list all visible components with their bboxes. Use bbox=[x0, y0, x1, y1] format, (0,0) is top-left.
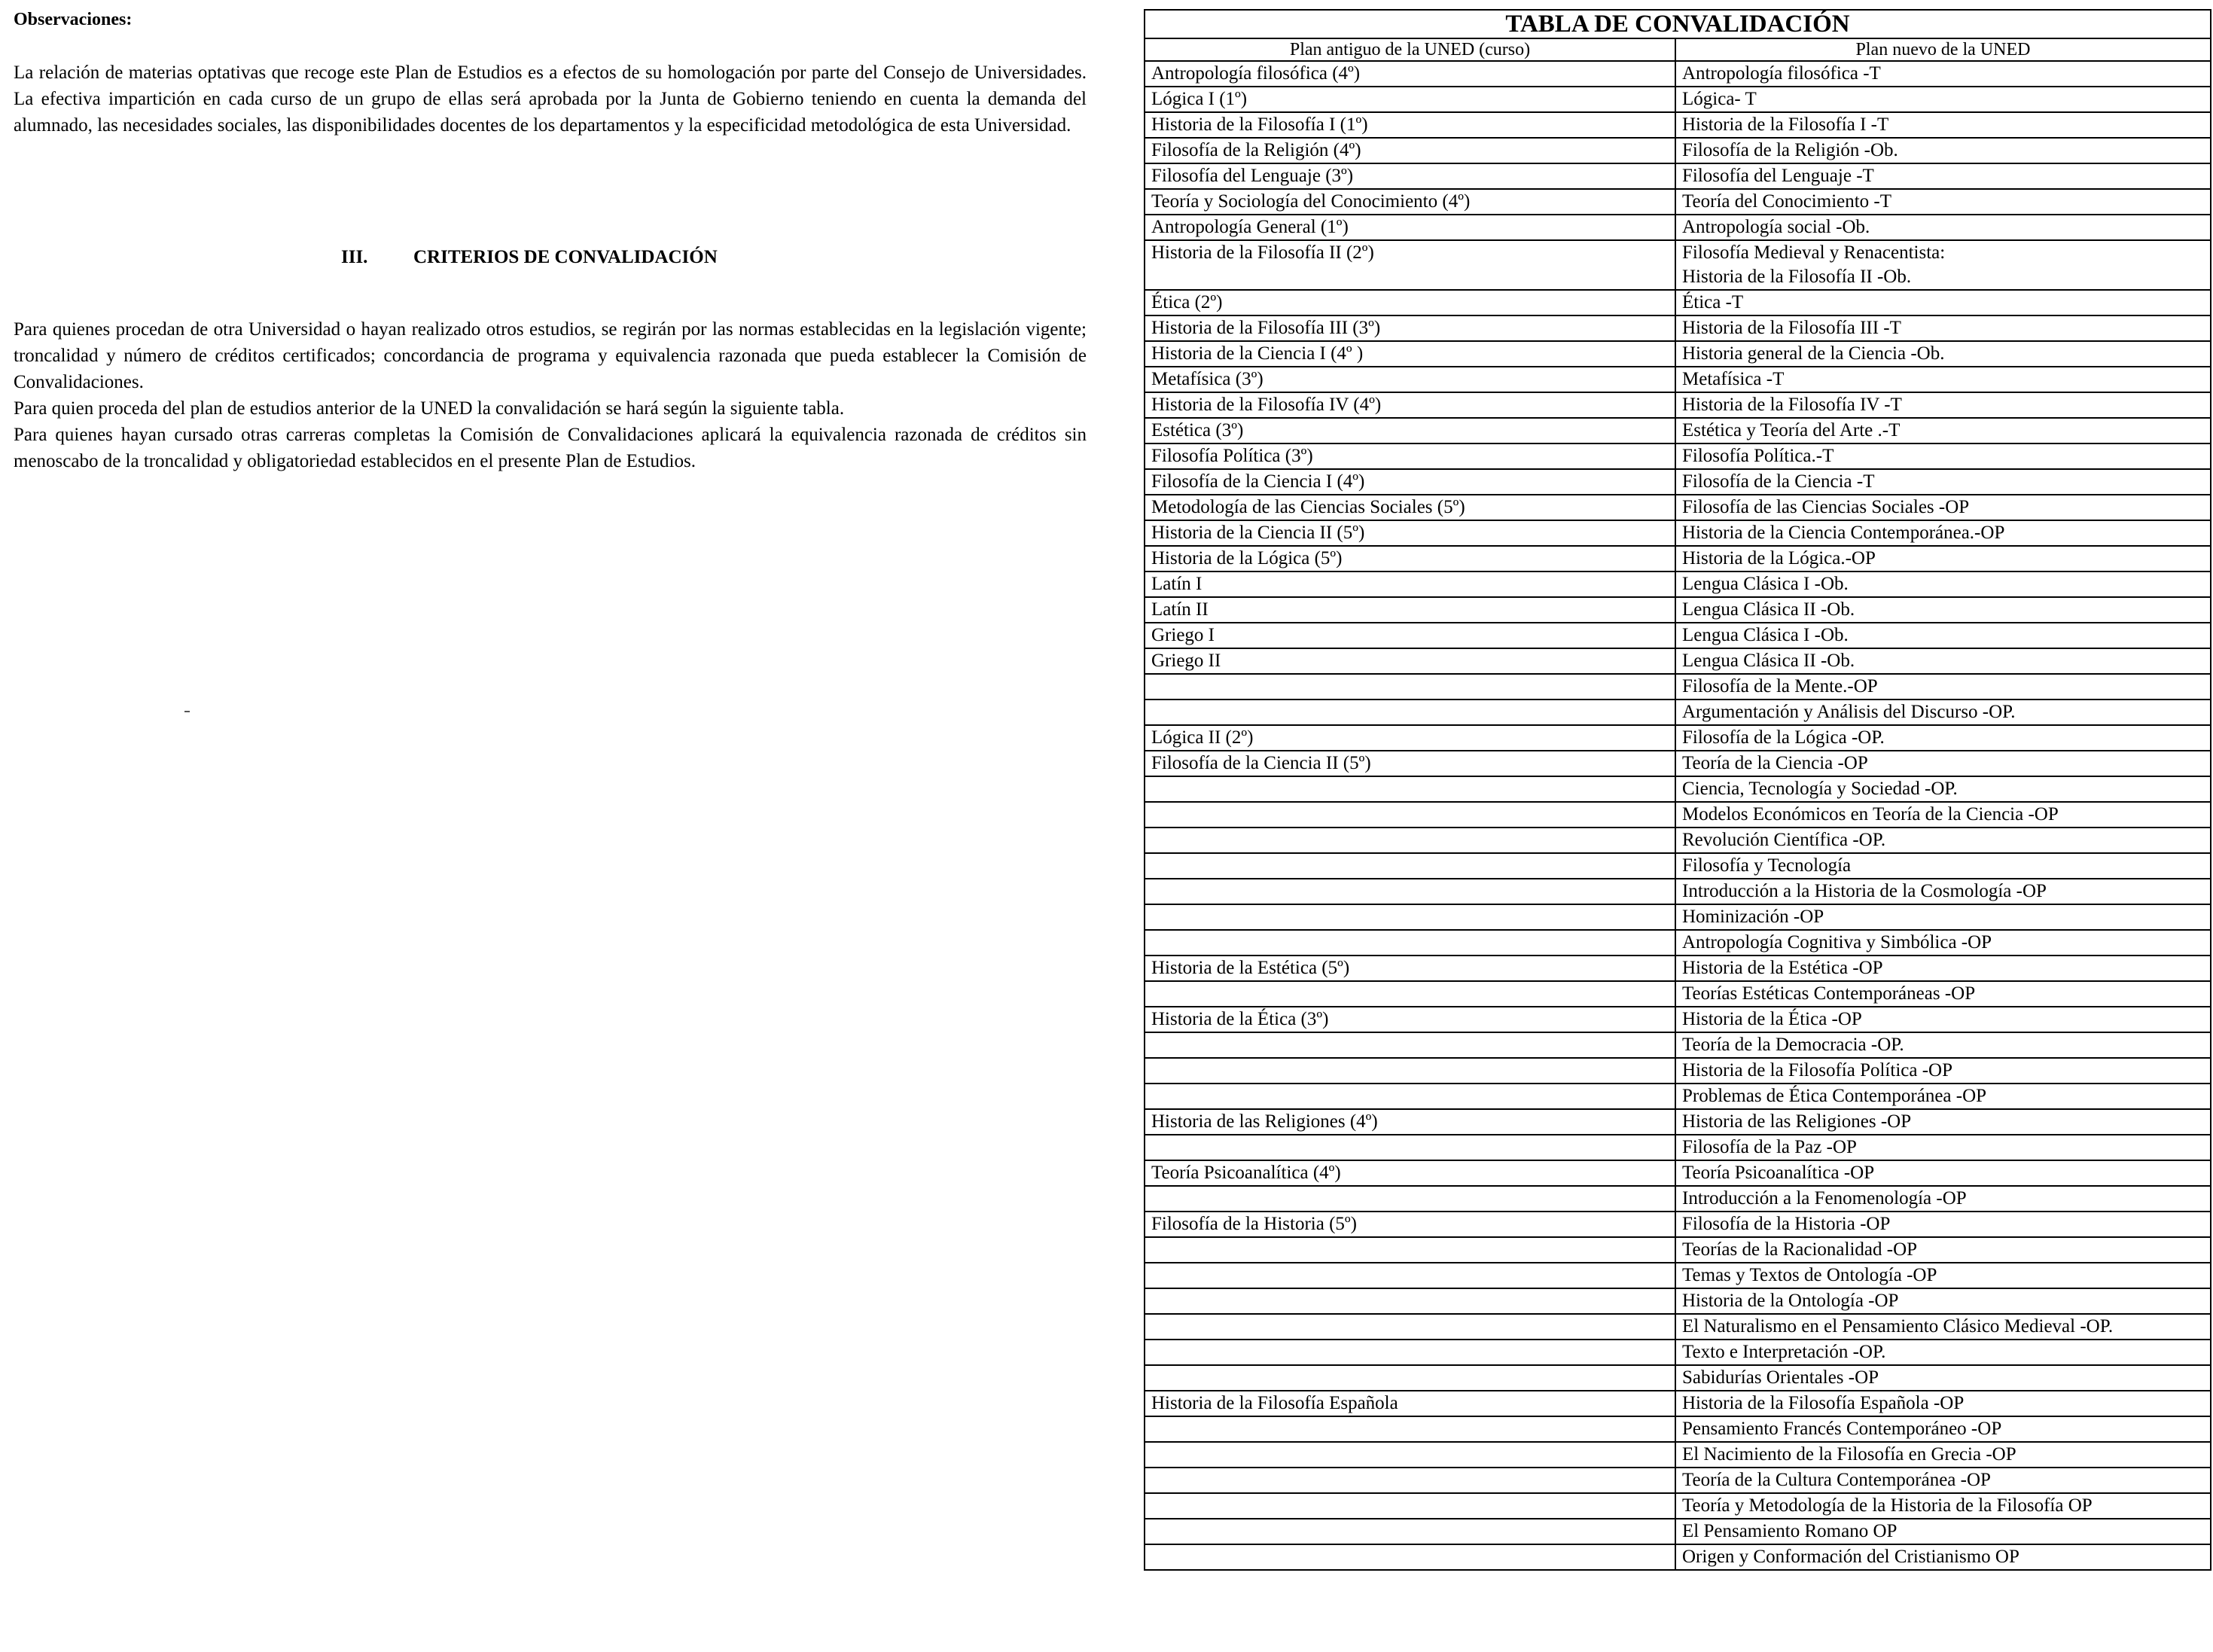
table-row bbox=[1145, 315, 2211, 341]
new-plan-cell: Historia de la Filosofía III -T bbox=[1675, 315, 2211, 341]
new-plan-cell: Lengua Clásica II -Ob. bbox=[1675, 648, 2211, 674]
new-plan-cell: El Nacimiento de la Filosofía en Grecia -OP bbox=[1675, 1442, 2211, 1468]
old-plan-cell bbox=[1145, 828, 1675, 853]
table-row bbox=[1145, 700, 2211, 725]
old-plan-cell: Historia de la Filosofía I (1º) bbox=[1145, 112, 1675, 138]
table-row bbox=[1145, 956, 2211, 981]
new-plan-cell: Teoría de la Ciencia -OP bbox=[1675, 751, 2211, 776]
table-row bbox=[1145, 1442, 2211, 1468]
new-plan-cell: Ciencia, Tecnología y Sociedad -OP. bbox=[1675, 776, 2211, 802]
old-plan-cell: Lógica II (2º) bbox=[1145, 725, 1675, 751]
new-plan-cell: Antropología social -Ob. bbox=[1675, 215, 2211, 240]
old-plan-cell: Griego II bbox=[1145, 648, 1675, 674]
old-plan-cell bbox=[1145, 1493, 1675, 1519]
table-row bbox=[1145, 1109, 2211, 1135]
old-plan-cell: Historia de la Ética (3º) bbox=[1145, 1007, 1675, 1032]
table-row bbox=[1145, 725, 2211, 751]
old-plan-cell: Latín I bbox=[1145, 571, 1675, 597]
new-plan-cell: Problemas de Ética Contemporánea -OP bbox=[1675, 1084, 2211, 1109]
new-plan-cell: Teoría de la Democracia -OP. bbox=[1675, 1032, 2211, 1058]
old-plan-cell: Historia de la Ciencia II (5º) bbox=[1145, 520, 1675, 546]
new-plan-cell: Hominización -OP bbox=[1675, 904, 2211, 930]
table-row bbox=[1145, 1468, 2211, 1493]
new-plan-cell: Filosofía de la Historia -OP bbox=[1675, 1212, 2211, 1237]
column-header-old-plan: Plan antiguo de la UNED (curso) bbox=[1145, 38, 1675, 61]
old-plan-cell: Historia de la Estética (5º) bbox=[1145, 956, 1675, 981]
old-plan-cell bbox=[1145, 1186, 1675, 1212]
table-row bbox=[1145, 163, 2211, 189]
new-plan-cell: Filosofía de la Mente.-OP bbox=[1675, 674, 2211, 700]
old-plan-cell bbox=[1145, 879, 1675, 904]
table-row bbox=[1145, 981, 2211, 1007]
old-plan-cell: Filosofía de la Ciencia II (5º) bbox=[1145, 751, 1675, 776]
new-plan-cell: Historia de la Filosofía Política -OP bbox=[1675, 1058, 2211, 1084]
new-plan-cell: Estética y Teoría del Arte .-T bbox=[1675, 418, 2211, 443]
table-row bbox=[1145, 1212, 2211, 1237]
table-row bbox=[1145, 61, 2211, 87]
new-plan-cell: Pensamiento Francés Contemporáneo -OP bbox=[1675, 1416, 2211, 1442]
new-plan-cell: El Naturalismo en el Pensamiento Clásico Medieval -OP. bbox=[1675, 1314, 2211, 1340]
new-plan-cell: Antropología Cognitiva y Simbólica -OP bbox=[1675, 930, 2211, 956]
old-plan-cell: Antropología filosófica (4º) bbox=[1145, 61, 1675, 87]
table-row bbox=[1145, 1160, 2211, 1186]
new-plan-cell: Teorías de la Racionalidad -OP bbox=[1675, 1237, 2211, 1263]
new-plan-cell: Modelos Económicos en Teoría de la Ciencia -OP bbox=[1675, 802, 2211, 828]
old-plan-cell bbox=[1145, 1263, 1675, 1288]
old-plan-cell: Metafísica (3º) bbox=[1145, 367, 1675, 392]
section-number: III. bbox=[341, 247, 368, 267]
old-plan-cell bbox=[1145, 1237, 1675, 1263]
new-plan-cell: Temas y Textos de Ontología -OP bbox=[1675, 1263, 2211, 1288]
table-row bbox=[1145, 674, 2211, 700]
new-plan-cell: Lengua Clásica II -Ob. bbox=[1675, 597, 2211, 623]
old-plan-cell bbox=[1145, 853, 1675, 879]
new-plan-cell: Ética -T bbox=[1675, 290, 2211, 315]
new-plan-cell: Historia de la Filosofía I -T bbox=[1675, 112, 2211, 138]
old-plan-cell bbox=[1145, 904, 1675, 930]
table-row bbox=[1145, 879, 2211, 904]
new-plan-cell: Filosofía del Lenguaje -T bbox=[1675, 163, 2211, 189]
new-plan-cell: Lengua Clásica I -Ob. bbox=[1675, 623, 2211, 648]
old-plan-cell: Filosofía de la Historia (5º) bbox=[1145, 1212, 1675, 1237]
new-plan-cell: Filosofía Medieval y Renacentista: Historia de la Filosofía II -Ob. bbox=[1675, 240, 2211, 290]
observaciones-heading: Observaciones: bbox=[14, 10, 133, 29]
table-row bbox=[1145, 853, 2211, 879]
new-plan-cell: Historia de la Filosofía Española -OP bbox=[1675, 1391, 2211, 1416]
table-row bbox=[1145, 1007, 2211, 1032]
old-plan-cell bbox=[1145, 930, 1675, 956]
table-row bbox=[1145, 1084, 2211, 1109]
old-plan-cell: Historia de la Filosofía III (3º) bbox=[1145, 315, 1675, 341]
table-row bbox=[1145, 215, 2211, 240]
old-plan-cell: Historia de la Filosofía Española bbox=[1145, 1391, 1675, 1416]
table-row bbox=[1145, 443, 2211, 469]
table-body bbox=[1145, 61, 2211, 1570]
table-row bbox=[1145, 1135, 2211, 1160]
new-plan-cell: Historia de la Ética -OP bbox=[1675, 1007, 2211, 1032]
new-plan-cell: Historia de la Ontología -OP bbox=[1675, 1288, 2211, 1314]
column-header-new-plan: Plan nuevo de la UNED bbox=[1675, 38, 2211, 61]
new-plan-cell: Introducción a la Historia de la Cosmología -OP bbox=[1675, 879, 2211, 904]
table-row bbox=[1145, 87, 2211, 112]
old-plan-cell: Historia de la Ciencia I (4º ) bbox=[1145, 341, 1675, 367]
new-plan-cell: El Pensamiento Romano OP bbox=[1675, 1519, 2211, 1544]
old-plan-cell bbox=[1145, 1032, 1675, 1058]
old-plan-cell bbox=[1145, 1084, 1675, 1109]
table-row bbox=[1145, 571, 2211, 597]
new-plan-cell: Filosofía y Tecnología bbox=[1675, 853, 2211, 879]
new-plan-cell: Teoría de la Cultura Contemporánea -OP bbox=[1675, 1468, 2211, 1493]
old-plan-cell: Metodología de las Ciencias Sociales (5º) bbox=[1145, 495, 1675, 520]
table-row bbox=[1145, 1365, 2211, 1391]
table-row bbox=[1145, 802, 2211, 828]
old-plan-cell bbox=[1145, 700, 1675, 725]
new-plan-cell: Teoría Psicoanalítica -OP bbox=[1675, 1160, 2211, 1186]
new-plan-cell: Antropología filosófica -T bbox=[1675, 61, 2211, 87]
table-row bbox=[1145, 1314, 2211, 1340]
new-plan-cell: Introducción a la Fenomenología -OP bbox=[1675, 1186, 2211, 1212]
table-row bbox=[1145, 1493, 2211, 1519]
table-row bbox=[1145, 189, 2211, 215]
criteria-paragraph-3: Para quienes hayan cursado otras carreras completas la Comisión de Convalidaciones aplicará la equivalencia razonada de créditos sin menoscabo de la troncalidad y obligatoriedad establecidos en el presente Plan de Estudios. bbox=[14, 425, 1087, 471]
table-row bbox=[1145, 546, 2211, 571]
old-plan-cell: Filosofía de la Ciencia I (4º) bbox=[1145, 469, 1675, 495]
table-row bbox=[1145, 520, 2211, 546]
table-row bbox=[1145, 290, 2211, 315]
new-plan-cell: Texto e Interpretación -OP. bbox=[1675, 1340, 2211, 1365]
new-plan-cell: Filosofía de las Ciencias Sociales -OP bbox=[1675, 495, 2211, 520]
new-plan-cell: Filosofía de la Lógica -OP. bbox=[1675, 725, 2211, 751]
table-row bbox=[1145, 597, 2211, 623]
old-plan-cell: Historia de la Filosofía IV (4º) bbox=[1145, 392, 1675, 418]
old-plan-cell bbox=[1145, 1468, 1675, 1493]
old-plan-cell: Historia de la Lógica (5º) bbox=[1145, 546, 1675, 571]
old-plan-cell: Teoría y Sociología del Conocimiento (4º) bbox=[1145, 189, 1675, 215]
old-plan-cell: Ética (2º) bbox=[1145, 290, 1675, 315]
table-row bbox=[1145, 1237, 2211, 1263]
table-row bbox=[1145, 495, 2211, 520]
criteria-paragraph-2: Para quien proceda del plan de estudios anterior de la UNED la convalidación se hará según la siguiente tabla. bbox=[14, 398, 845, 419]
table-row bbox=[1145, 776, 2211, 802]
new-plan-cell: Metafísica -T bbox=[1675, 367, 2211, 392]
table-row bbox=[1145, 138, 2211, 163]
old-plan-cell bbox=[1145, 1519, 1675, 1544]
old-plan-cell: Latín II bbox=[1145, 597, 1675, 623]
old-plan-cell: Estética (3º) bbox=[1145, 418, 1675, 443]
new-plan-cell: Historia de la Filosofía IV -T bbox=[1675, 392, 2211, 418]
criteria-paragraph-1: Para quienes procedan de otra Universidad o hayan realizado otros estudios, se regirán por las normas establecidas en la legislación vigente; troncalidad y número de créditos certificados; concordancia de programa y equivalencia razonada que pueda establecer la Comisión de Convalidaciones. bbox=[14, 319, 1087, 392]
old-plan-cell: Teoría Psicoanalítica (4º) bbox=[1145, 1160, 1675, 1186]
new-plan-cell: Filosofía Política.-T bbox=[1675, 443, 2211, 469]
old-plan-cell: Filosofía del Lenguaje (3º) bbox=[1145, 163, 1675, 189]
table-row bbox=[1145, 1032, 2211, 1058]
old-plan-cell bbox=[1145, 1058, 1675, 1084]
table-row bbox=[1145, 623, 2211, 648]
table-row bbox=[1145, 1519, 2211, 1544]
new-plan-cell: Historia de la Estética -OP bbox=[1675, 956, 2211, 981]
old-plan-cell bbox=[1145, 1442, 1675, 1468]
table-row bbox=[1145, 930, 2211, 956]
new-plan-cell: Filosofía de la Religión -Ob. bbox=[1675, 138, 2211, 163]
convalidation-table bbox=[1144, 9, 2211, 1571]
old-plan-cell: Griego I bbox=[1145, 623, 1675, 648]
table-row bbox=[1145, 1544, 2211, 1570]
new-plan-cell: Historia de la Ciencia Contemporánea.-OP bbox=[1675, 520, 2211, 546]
table-row bbox=[1145, 469, 2211, 495]
new-plan-cell: Historia de la Lógica.-OP bbox=[1675, 546, 2211, 571]
table-row bbox=[1145, 341, 2211, 367]
table-row bbox=[1145, 828, 2211, 853]
table-row bbox=[1145, 751, 2211, 776]
new-plan-cell: Teoría y Metodología de la Historia de la Filosofía OP bbox=[1675, 1493, 2211, 1519]
old-plan-cell: Filosofía Política (3º) bbox=[1145, 443, 1675, 469]
table-row bbox=[1145, 1416, 2211, 1442]
table-row bbox=[1145, 1288, 2211, 1314]
section-title: CRITERIOS DE CONVALIDACIÓN bbox=[413, 247, 718, 267]
criteria-paragraphs bbox=[14, 316, 1087, 474]
new-plan-cell: Revolución Científica -OP. bbox=[1675, 828, 2211, 853]
table-row bbox=[1145, 904, 2211, 930]
old-plan-cell bbox=[1145, 1135, 1675, 1160]
table-row bbox=[1145, 112, 2211, 138]
old-plan-cell bbox=[1145, 1288, 1675, 1314]
old-plan-cell bbox=[1145, 1340, 1675, 1365]
new-plan-cell: Origen y Conformación del Cristianismo OP bbox=[1675, 1544, 2211, 1570]
table-row bbox=[1145, 418, 2211, 443]
old-plan-cell bbox=[1145, 981, 1675, 1007]
right-column bbox=[1144, 9, 2210, 1571]
table-row bbox=[1145, 1391, 2211, 1416]
old-plan-cell bbox=[1145, 1544, 1675, 1570]
table-row bbox=[1145, 367, 2211, 392]
new-plan-cell: Lógica- T bbox=[1675, 87, 2211, 112]
old-plan-cell: Historia de la Filosofía II (2º) bbox=[1145, 240, 1675, 290]
old-plan-cell: Historia de las Religiones (4º) bbox=[1145, 1109, 1675, 1135]
old-plan-cell bbox=[1145, 1314, 1675, 1340]
new-plan-cell: Teorías Estéticas Contemporáneas -OP bbox=[1675, 981, 2211, 1007]
new-plan-cell: Lengua Clásica I -Ob. bbox=[1675, 571, 2211, 597]
old-plan-cell bbox=[1145, 674, 1675, 700]
old-plan-cell bbox=[1145, 1365, 1675, 1391]
new-plan-cell: Filosofía de la Ciencia -T bbox=[1675, 469, 2211, 495]
new-plan-cell: Filosofía de la Paz -OP bbox=[1675, 1135, 2211, 1160]
new-plan-cell: Historia general de la Ciencia -Ob. bbox=[1675, 341, 2211, 367]
old-plan-cell bbox=[1145, 1416, 1675, 1442]
table-row bbox=[1145, 1058, 2211, 1084]
old-plan-cell bbox=[1145, 802, 1675, 828]
table-row bbox=[1145, 240, 2211, 290]
new-plan-cell: Teoría del Conocimiento -T bbox=[1675, 189, 2211, 215]
new-plan-cell: Sabidurías Orientales -OP bbox=[1675, 1365, 2211, 1391]
table-row bbox=[1145, 648, 2211, 674]
old-plan-cell: Antropología General (1º) bbox=[1145, 215, 1675, 240]
table-row bbox=[1145, 1340, 2211, 1365]
stray-mark bbox=[184, 711, 190, 712]
table-row bbox=[1145, 1186, 2211, 1212]
old-plan-cell: Lógica I (1º) bbox=[1145, 87, 1675, 112]
section-heading bbox=[341, 247, 718, 268]
old-plan-cell bbox=[1145, 776, 1675, 802]
observaciones-paragraph: La relación de materias optativas que recoge este Plan de Estudios es a efectos de su homologación por parte del Consejo de Universidades. La efectiva impartición en cada curso de un grupo de ellas será aprobada por la Junta de Gobierno teniendo en cuenta la demanda del alumnado, las necesidades sociales, las disponibilidades docentes de los departamentos y la especificidad metodológica de esta Universidad. bbox=[14, 62, 1087, 136]
table-row bbox=[1145, 392, 2211, 418]
new-plan-cell: Historia de las Religiones -OP bbox=[1675, 1109, 2211, 1135]
table-row bbox=[1145, 1263, 2211, 1288]
new-plan-cell: Argumentación y Análisis del Discurso -OP. bbox=[1675, 700, 2211, 725]
old-plan-cell: Filosofía de la Religión (4º) bbox=[1145, 138, 1675, 163]
table-title: TABLA DE CONVALIDACIÓN bbox=[1145, 10, 2211, 38]
